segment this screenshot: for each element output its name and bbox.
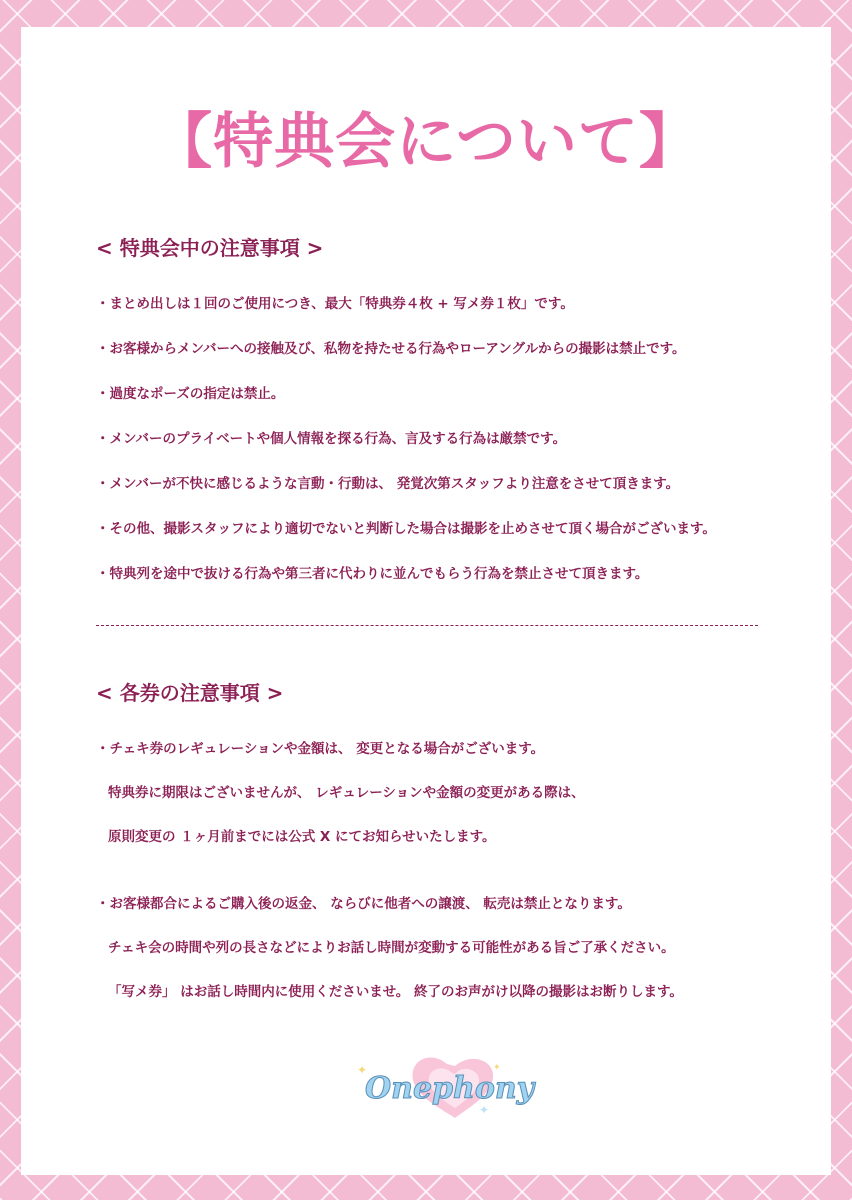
document-sheet — [21, 27, 831, 1175]
logo-wordmark: Onephony — [365, 1071, 535, 1106]
list-item-continuation: 「写メ券」 はお話し時間内に使用くださいませ。 終了のお声がけ以降の撮影はお断りします。 — [108, 984, 683, 1000]
list-item-continuation: チェキ会の時間や列の長さなどによりお話し時間が変動する可能性がある旨ご了承ください。 — [108, 940, 675, 956]
list-item-continuation: 特典券に期限はございませんが、 レギュレーションや金額の変更がある際は、 — [108, 785, 585, 801]
event-notes-list — [96, 293, 716, 608]
brand-logo — [351, 1052, 535, 1122]
section-heading-ticket-notes: < 各券の注意事項 > — [96, 681, 284, 705]
list-item: ・その他、撮影スタッフにより適切でないと判断した場合は撮影を止めさせて頂く場合がございます。 — [96, 521, 716, 537]
list-item-continuation: 原則変更の １ヶ月前までには公式 X にてお知らせいたします。 — [108, 829, 496, 845]
logo-graphic — [351, 1052, 535, 1122]
list-item: ・まとめ出しは１回のご使用につき、最大「特典券４枚 + 写メ券１枚」です。 — [96, 296, 574, 312]
list-item: ・メンバーのプライベートや個人情報を探る行為、言及する行為は厳禁です。 — [96, 431, 567, 447]
list-item: ・お客様からメンバーへの接触及び、私物を持たせる行為やローアングルからの撮影は禁止です。 — [96, 341, 686, 357]
sparkle-icon: ✦ — [357, 1063, 368, 1077]
list-item: ・お客様都合によるご購入後の返金、 ならびに他者への譲渡、 転売は禁止となります。 — [96, 896, 631, 912]
section-heading-event-notes: < 特典会中の注意事項 > — [96, 236, 324, 260]
list-item: ・チェキ券のレギュレーションや金額は、 変更となる場合がございます。 — [96, 741, 545, 757]
sparkle-icon: ✦ — [479, 1103, 490, 1117]
page-title: 【特典会について】 — [152, 107, 700, 177]
sparkle-icon: ✦ — [493, 1063, 501, 1073]
list-item: ・メンバーが不快に感じるような言動・行動は、 発覚次第スタッフより注意をさせて頂きます。 — [96, 476, 680, 492]
ticket-notes-block-1 — [96, 738, 585, 870]
dashed-divider — [96, 625, 758, 626]
list-item: ・特典列を途中で抜ける行為や第三者に代わりに並んでもらう行為を禁止させて頂きます。 — [96, 566, 649, 582]
list-item: ・過度なポーズの指定は禁止。 — [96, 386, 285, 402]
ticket-notes-block-2 — [96, 893, 683, 1025]
